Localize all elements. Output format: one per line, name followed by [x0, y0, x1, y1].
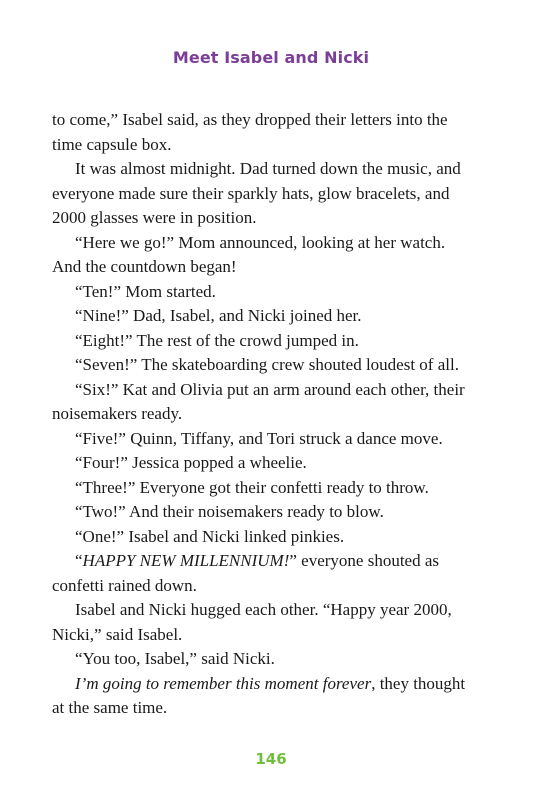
text-run: ” everyone shouted as confetti rained down.: [52, 551, 440, 595]
paragraph: [52, 500, 467, 525]
text-run: It was almost midnight. Dad turned down the music, and everyone made sure their sparkly hats, glow bracelets, and 2000 glasses were in position.: [52, 159, 461, 227]
page-number: 146: [255, 750, 287, 768]
text-run: Isabel and Nicki hugged each other. “Happy year 2000, Nicki,” said Isabel.: [52, 600, 452, 644]
text-run: “You too, Isabel,” said Nicki.: [75, 649, 275, 668]
paragraph: [52, 451, 467, 476]
paragraph: [52, 672, 467, 721]
text-run: “Eight!” The rest of the crowd jumped in.: [75, 330, 359, 350]
text-run: “Six!” Kat and Olivia put an arm around each other, their noisemakers ready.: [52, 379, 465, 423]
paragraph: [52, 108, 467, 157]
text-run: “Nine!” Dad, Isabel, and Nicki joined her.: [75, 306, 362, 325]
paragraph: [52, 598, 467, 647]
page-body: [52, 108, 467, 721]
text-run: to come,” Isabel said, as they dropped their letters into the time capsule box.: [52, 110, 448, 154]
paragraph: [52, 476, 467, 501]
paragraph: [52, 304, 467, 329]
paragraph: [52, 353, 467, 378]
paragraph: [52, 549, 467, 598]
paragraph: [52, 378, 467, 427]
paragraph: [52, 427, 467, 452]
italic-text: HAPPY NEW MILLENNIUM!: [82, 551, 290, 570]
text-run: “Here we go!” Mom announced, looking at her watch. And the countdown began!: [52, 232, 446, 276]
paragraph: [52, 329, 467, 354]
text-run: “Ten!” Mom started.: [75, 281, 216, 301]
text-run: , they thought at the same time.: [52, 673, 466, 717]
paragraph: [52, 280, 467, 305]
paragraph: [52, 647, 467, 672]
paragraph: [52, 157, 467, 231]
paragraph: [52, 231, 467, 280]
text-run: “Seven!” The skateboarding crew shouted loudest of all.: [75, 355, 459, 374]
text-run: “Four!” Jessica popped a wheelie.: [75, 453, 307, 472]
text-run: “Three!” Everyone got their confetti ready to throw.: [75, 477, 429, 497]
text-run: “One!” Isabel and Nicki linked pinkies.: [75, 526, 345, 546]
italic-text: I’m going to remember this moment forever: [75, 673, 372, 693]
text-run: “: [75, 551, 83, 570]
text-run: “Two!” And their noisemakers ready to blow.: [75, 502, 384, 521]
running-head: Meet Isabel and Nicki: [172, 48, 370, 67]
paragraph: [52, 525, 467, 550]
text-run: “Five!” Quinn, Tiffany, and Tori struck a dance move.: [75, 428, 443, 448]
